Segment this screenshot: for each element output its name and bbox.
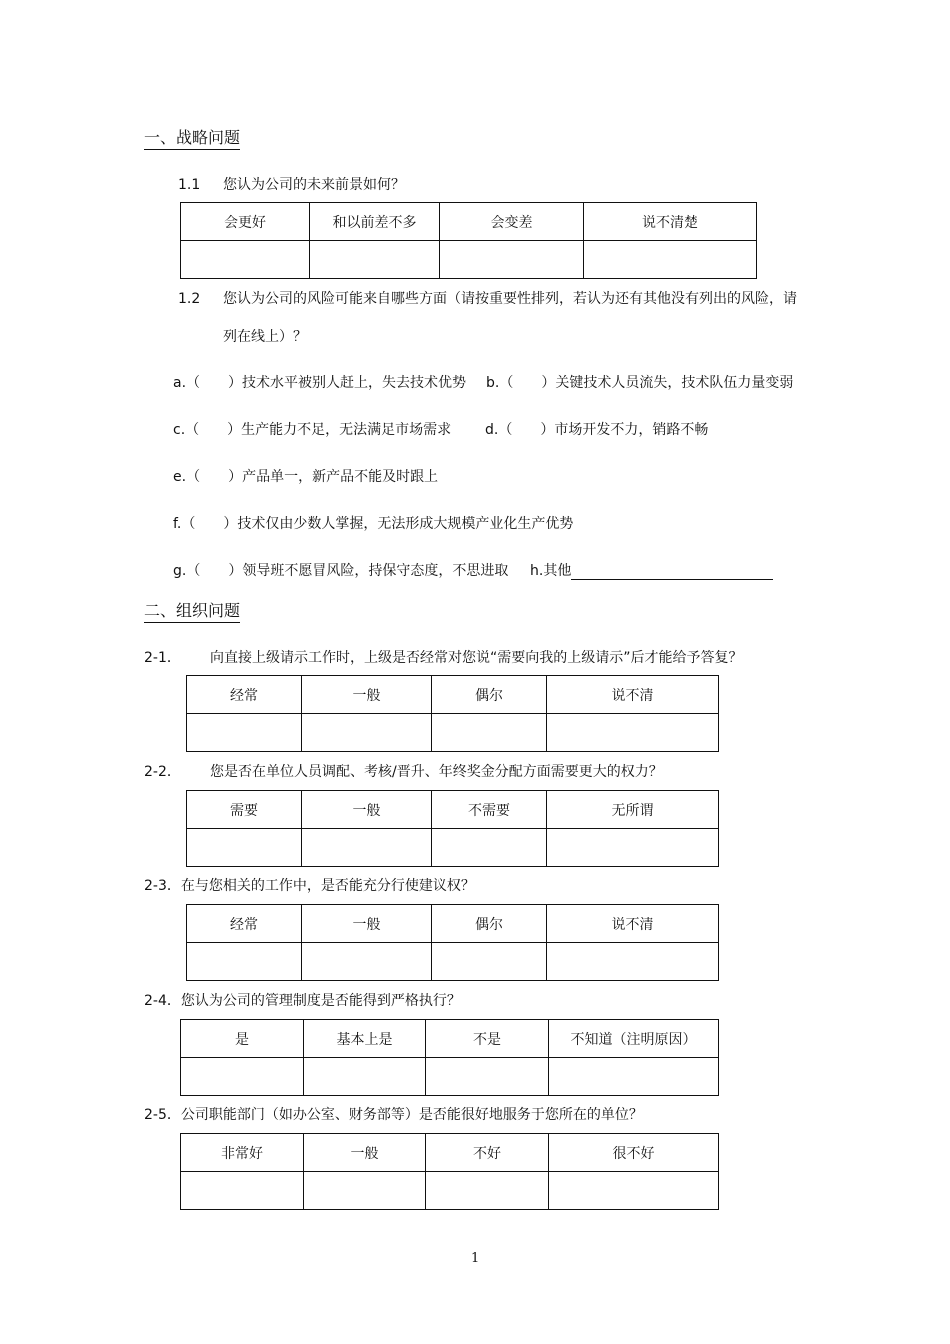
option-label: 一般 bbox=[302, 791, 432, 829]
answer-cell[interactable] bbox=[547, 943, 719, 981]
q1-2-number: 1.2 bbox=[178, 291, 201, 307]
option-label: 一般 bbox=[304, 1134, 426, 1172]
answer-cell[interactable] bbox=[584, 241, 757, 279]
q2-2-number: 2-2． bbox=[144, 764, 181, 780]
q1-1-number: 1.1 bbox=[178, 177, 201, 193]
answer-cell[interactable] bbox=[426, 1058, 549, 1096]
q2-2-options-table bbox=[186, 790, 719, 867]
q2-1-options-table bbox=[186, 675, 719, 752]
other-risk-blank-line[interactable] bbox=[571, 563, 773, 580]
option-label: 无所谓 bbox=[547, 791, 719, 829]
q2-1-number: 2-1． bbox=[144, 650, 181, 666]
option-label: 说不清 bbox=[547, 676, 719, 714]
answer-cell[interactable] bbox=[432, 829, 547, 867]
risk-choice-a: a.（ ）技术水平被别人赶上，失去技术优势 bbox=[173, 375, 467, 391]
page-number: 1 bbox=[471, 1251, 480, 1266]
answer-cell[interactable] bbox=[440, 241, 584, 279]
risk-choice-g: g.（ ）领导班不愿冒风险，持保守态度，不思进取 bbox=[173, 563, 509, 579]
option-label: 说不清楚 bbox=[584, 203, 757, 241]
answer-cell[interactable] bbox=[181, 1058, 304, 1096]
option-label: 经常 bbox=[187, 905, 302, 943]
answer-cell[interactable] bbox=[302, 714, 432, 752]
answer-cell[interactable] bbox=[547, 714, 719, 752]
answer-cell[interactable] bbox=[187, 714, 302, 752]
risk-choice-b: b.（ ）关键技术人员流失，技术队伍力量变弱 bbox=[486, 375, 794, 391]
option-label: 和以前差不多 bbox=[310, 203, 440, 241]
option-label: 不是 bbox=[426, 1020, 549, 1058]
q2-3-text: 2-3．在与您相关的工作中，是否能充分行使建议权？ bbox=[144, 878, 475, 894]
q2-5-text: 2-5．公司职能部门（如办公室、财务部等）是否能很好地服务于您所在的单位？ bbox=[144, 1107, 643, 1123]
answer-cell[interactable] bbox=[549, 1058, 719, 1096]
answer-cell[interactable] bbox=[302, 943, 432, 981]
answer-cell[interactable] bbox=[432, 714, 547, 752]
answer-cell[interactable] bbox=[426, 1172, 549, 1210]
option-label: 偶尔 bbox=[432, 676, 547, 714]
section-2-heading: 二、组织问题 bbox=[144, 601, 240, 623]
answer-cell[interactable] bbox=[187, 829, 302, 867]
risk-choice-f: f.（ ）技术仅由少数人掌握，无法形成大规模产业化生产优势 bbox=[173, 516, 574, 532]
answer-cell[interactable] bbox=[181, 1172, 304, 1210]
q2-4-text: 2-4．您认为公司的管理制度是否能得到严格执行？ bbox=[144, 993, 461, 1009]
option-label: 一般 bbox=[302, 905, 432, 943]
section-1-heading: 一、战略问题 bbox=[144, 128, 240, 150]
option-label: 会更好 bbox=[181, 203, 310, 241]
risk-choice-d: d.（ ）市场开发不力，销路不畅 bbox=[485, 422, 709, 438]
q1-1-options-table bbox=[180, 202, 757, 279]
option-label: 不需要 bbox=[432, 791, 547, 829]
q1-1-text: 您认为公司的未来前景如何？ bbox=[223, 177, 405, 193]
option-label: 不知道（注明原因） bbox=[549, 1020, 719, 1058]
q2-1-text: 向直接上级请示工作时，上级是否经常对您说“需要向我的上级请示”后才能给予答复？ bbox=[210, 650, 743, 666]
option-label: 经常 bbox=[187, 676, 302, 714]
answer-cell[interactable] bbox=[304, 1172, 426, 1210]
answer-cell[interactable] bbox=[187, 943, 302, 981]
q1-2-text-line2: 列在线上）？ bbox=[223, 329, 307, 345]
q2-3-options-table bbox=[186, 904, 719, 981]
option-label: 说不清 bbox=[547, 905, 719, 943]
answer-cell[interactable] bbox=[304, 1058, 426, 1096]
risk-choice-e: e.（ ）产品单一，新产品不能及时跟上 bbox=[173, 469, 439, 485]
option-label: 会变差 bbox=[440, 203, 584, 241]
option-label: 基本上是 bbox=[304, 1020, 426, 1058]
option-label: 不好 bbox=[426, 1134, 549, 1172]
answer-cell[interactable] bbox=[310, 241, 440, 279]
risk-choice-h bbox=[530, 562, 773, 580]
answer-cell[interactable] bbox=[547, 829, 719, 867]
risk-choice-h-label: h.其他 bbox=[530, 563, 572, 579]
option-label: 非常好 bbox=[181, 1134, 304, 1172]
q2-4-options-table bbox=[180, 1019, 719, 1096]
option-label: 很不好 bbox=[549, 1134, 719, 1172]
q1-2-text-line1: 您认为公司的风险可能来自哪些方面（请按重要性排列，若认为还有其他没有列出的风险，请 bbox=[223, 291, 797, 307]
risk-choice-c: c.（ ）生产能力不足，无法满足市场需求 bbox=[173, 422, 452, 438]
answer-cell[interactable] bbox=[302, 829, 432, 867]
option-label: 是 bbox=[181, 1020, 304, 1058]
option-label: 一般 bbox=[302, 676, 432, 714]
q2-5-options-table bbox=[180, 1133, 719, 1210]
q2-2-text: 您是否在单位人员调配、考核/晋升、年终奖金分配方面需要更大的权力？ bbox=[210, 764, 663, 780]
option-label: 偶尔 bbox=[432, 905, 547, 943]
option-label: 需要 bbox=[187, 791, 302, 829]
answer-cell[interactable] bbox=[432, 943, 547, 981]
answer-cell[interactable] bbox=[549, 1172, 719, 1210]
answer-cell[interactable] bbox=[181, 241, 310, 279]
